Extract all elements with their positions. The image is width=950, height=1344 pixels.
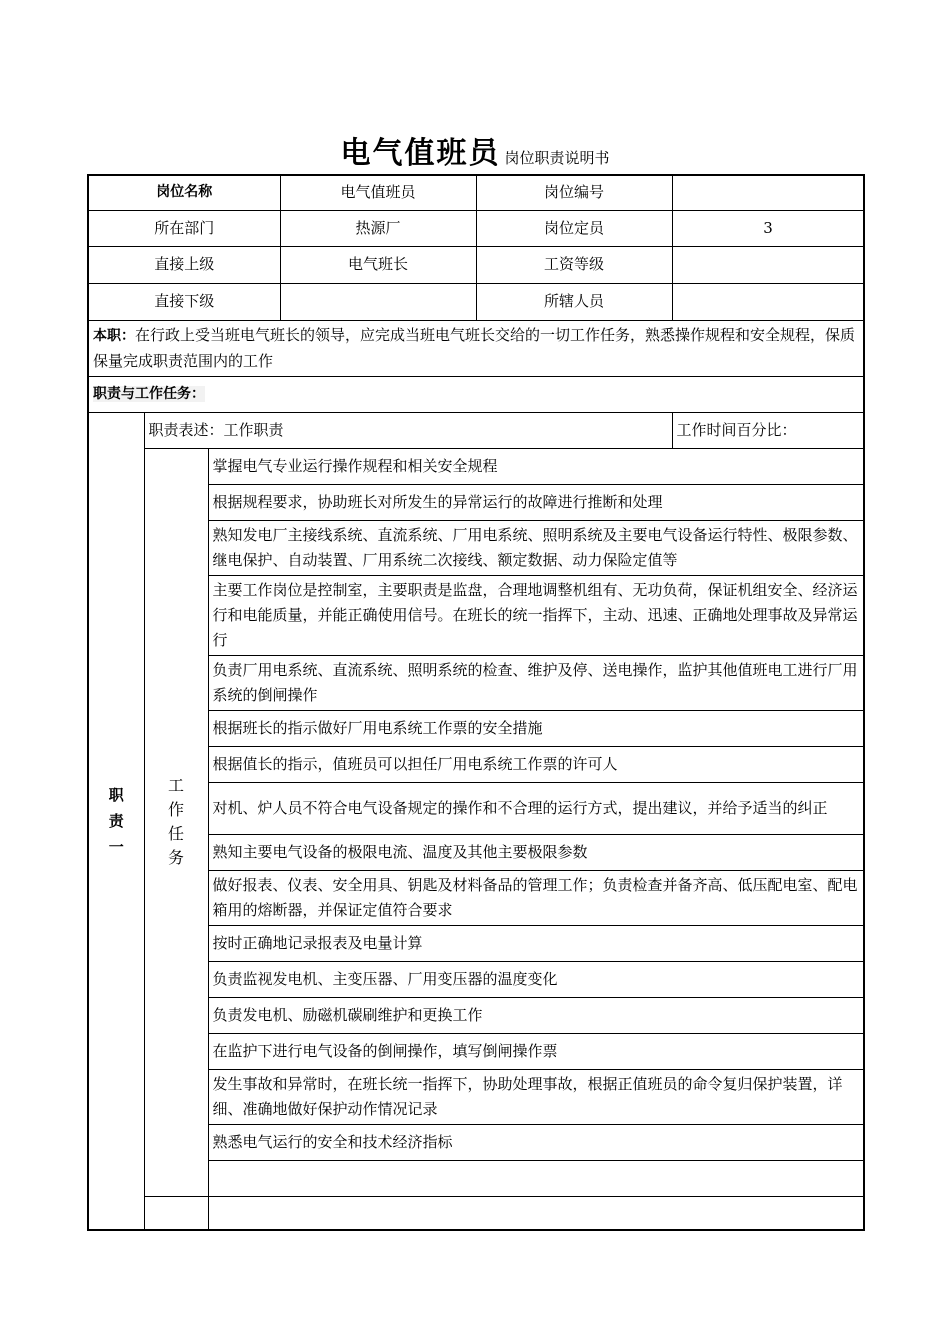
position-code-label: 岗位编号 — [476, 175, 672, 210]
task-item: 主要工作岗位是控制室，主要职责是监盘，合理地调整机组有、无功负荷，保证机组安全、经济运行和电能质量，并能正确使用信号。在班长的统一指挥下，主动、迅速、正确地处理事故及异常运行 — [208, 575, 864, 655]
task-item: 对机、炉人员不符合电气设备规定的操作和不合理的运行方式，提出建议，并给予适当的纠正 — [208, 782, 864, 834]
responsibilities-header-cell — [88, 376, 864, 412]
work-task-text: 工作任务 — [167, 775, 184, 867]
document-title — [0, 128, 950, 172]
wage-grade-value — [672, 246, 864, 283]
task-item: 熟知主要电气设备的极限电流、温度及其他主要极限参数 — [208, 834, 864, 870]
subordinate-label: 直接下级 — [88, 283, 280, 320]
info-row — [88, 175, 864, 210]
task-item: 负责监视发电机、主变压器、厂用变压器的温度变化 — [208, 961, 864, 997]
task-item — [208, 1160, 864, 1196]
quota-label: 岗位定员 — [476, 210, 672, 246]
duty-cell — [88, 320, 864, 376]
subordinate-value — [280, 283, 476, 320]
wage-grade-label: 工资等级 — [476, 246, 672, 283]
staff-label: 所辖人员 — [476, 283, 672, 320]
responsibility-group-text: 职责一 — [108, 785, 124, 856]
task-item: 在监护下进行电气设备的倒闸操作，填写倒闸操作票 — [208, 1033, 864, 1069]
duty-label: 本职： — [93, 327, 135, 344]
duty-text: 在行政上受当班电气班长的领导，应完成当班电气班长交给的一切工作任务，熟悉操作规程和安全规程，保质保量完成职责范围内的工作 — [93, 325, 856, 370]
task-item: 负责厂用电系统、直流系统、照明系统的检查、维护及停、送电操作，监护其他值班电工进行厂用系统的倒闸操作 — [208, 655, 864, 710]
responsibilities-header-row — [88, 376, 864, 412]
job-description-table — [87, 174, 865, 1231]
task-item: 根据班长的指示做好厂用电系统工作票的安全措施 — [208, 710, 864, 746]
footer-cell — [208, 1196, 864, 1230]
position-name-label: 岗位名称 — [88, 175, 280, 210]
duty-row — [88, 320, 864, 376]
title-subtitle: 岗位职责说明书 — [504, 149, 610, 167]
department-value: 热源厂 — [280, 210, 476, 246]
info-row — [88, 210, 864, 246]
footer-cell — [144, 1196, 208, 1230]
task-item: 掌握电气专业运行操作规程和相关安全规程 — [208, 448, 864, 484]
info-row — [88, 246, 864, 283]
task-item: 熟悉电气运行的安全和技术经济指标 — [208, 1124, 864, 1160]
department-label: 所在部门 — [88, 210, 280, 246]
responsibility-group-label — [88, 412, 144, 1230]
task-item: 负责发电机、励磁机碳刷维护和更换工作 — [208, 997, 864, 1033]
staff-value — [672, 283, 864, 320]
task-row — [88, 448, 864, 484]
task-item: 根据规程要求，协助班长对所发生的异常运行的故障进行推断和处理 — [208, 484, 864, 520]
title-main: 电气值班员 — [340, 136, 501, 171]
description-label: 职责表述：工作职责 — [144, 412, 672, 448]
task-item: 熟知发电厂主接线系统、直流系统、厂用电系统、照明系统及主要电气设备运行特性、极限参数、继电保护、自动装置、厂用系统二次接线、额定数据、动力保险定值等 — [208, 520, 864, 575]
time-percentage-label: 工作时间百分比： — [672, 412, 864, 448]
responsibilities-header: 职责与工作任务： — [93, 386, 205, 402]
task-item: 根据值长的指示，值班员可以担任厂用电系统工作票的许可人 — [208, 746, 864, 782]
task-item: 发生事故和异常时，在班长统一指挥下，协助处理事故，根据正值班员的命令复归保护装置，详细、准确地做好保护动作情况记录 — [208, 1069, 864, 1124]
description-row — [88, 412, 864, 448]
task-item: 按时正确地记录报表及电量计算 — [208, 925, 864, 961]
position-name-value: 电气值班员 — [280, 175, 476, 210]
work-task-label — [144, 448, 208, 1196]
quota-value: 3 — [672, 210, 864, 246]
superior-label: 直接上级 — [88, 246, 280, 283]
info-row — [88, 283, 864, 320]
position-code-value — [672, 175, 864, 210]
task-item: 做好报表、仪表、安全用具、钥匙及材料备品的管理工作；负责检查并备齐高、低压配电室、配电箱用的熔断器，并保证定值符合要求 — [208, 870, 864, 925]
superior-value: 电气班长 — [280, 246, 476, 283]
footer-row — [88, 1196, 864, 1230]
